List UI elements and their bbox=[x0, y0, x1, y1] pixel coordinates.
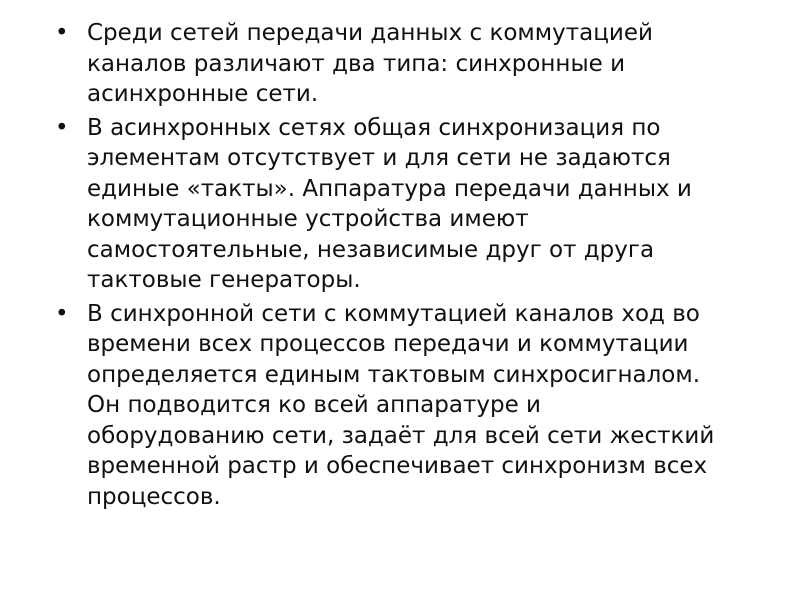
bullet-item-2 bbox=[55, 113, 770, 296]
bullet-1-line-2: каналов различают два типа: синхронные и bbox=[87, 50, 626, 77]
bullet-dot-icon: • bbox=[55, 300, 69, 327]
bullet-2-line-4: коммутационные устройства имеют bbox=[87, 206, 529, 232]
bullet-2-line-6: тактовые генераторы. bbox=[87, 267, 361, 293]
bullet-dot-icon: • bbox=[55, 114, 69, 141]
bullet-item-3 bbox=[55, 299, 770, 513]
bullet-3-line-3: определяется единым тактовым синхросигналом. bbox=[87, 361, 701, 388]
bullet-1-line-3: асинхронные сети. bbox=[87, 81, 319, 107]
bullet-2-line-1: В асинхронных сетях общая синхронизация по bbox=[87, 114, 661, 141]
bullet-3-line-7: процессов. bbox=[87, 483, 221, 510]
bullet-3-line-6: временной растр и обеспечивает синхронизм всех bbox=[87, 453, 708, 479]
bullet-3-line-4: Он подводится ко всей аппаратуре и bbox=[87, 392, 541, 418]
bullet-dot-icon: • bbox=[55, 20, 69, 46]
bullet-list bbox=[55, 18, 770, 515]
bullet-item-1 bbox=[55, 18, 770, 110]
bullet-2-line-5: самостоятельные, независимые друг от друга bbox=[87, 236, 655, 263]
bullet-2-line-3: единые «такты». Аппаратура передачи данных и bbox=[87, 175, 692, 202]
bullet-1-line-1: Среди сетей передачи данных с коммутацией bbox=[87, 20, 653, 46]
bullet-2-line-2: элементам отсутствует и для сети не задаются bbox=[87, 145, 671, 171]
bullet-3-line-5: оборудованию сети, задаёт для всей сети жесткий bbox=[87, 422, 715, 449]
bullet-3-line-2: времени всех процессов передачи и коммутации bbox=[87, 331, 689, 357]
bullet-3-line-1: В синхронной сети с коммутацией каналов ход во bbox=[87, 300, 700, 327]
